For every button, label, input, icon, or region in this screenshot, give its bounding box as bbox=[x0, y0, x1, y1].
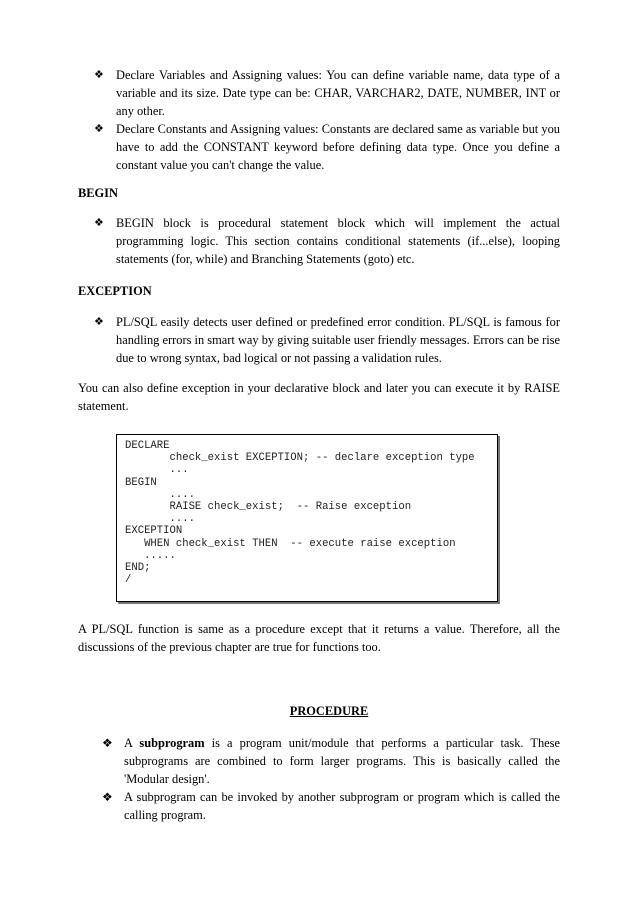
list-item: ❖ BEGIN block is procedural statement block which will implement the actual programming logic. This section contains conditional statements (if...else), looping statements (for, while) and Branching Statements (goto) etc. bbox=[94, 216, 560, 266]
code-sample: DECLARE check_exist EXCEPTION; -- declare exception type ... BEGIN .... RAISE check_exist; -- Raise exception .... EXCEPTION WHEN check_exist THEN -- execute raise exception ..... END; / bbox=[125, 440, 475, 587]
list-item: ❖ A subprogram is a program unit/module that performs a particular task. These subprograms are combined to form larger programs. This is basically called the 'Modular design'. bbox=[102, 736, 560, 786]
exception-heading: EXCEPTION bbox=[78, 284, 152, 298]
list-item: ❖ A subprogram can be invoked by another subprogram or program which is called the calling program. bbox=[102, 790, 560, 822]
diamond-bullet-icon: ❖ bbox=[102, 790, 113, 804]
subprogram-term: subprogram bbox=[139, 736, 205, 750]
list-item: ❖ PL/SQL easily detects user defined or predefined error condition. PL/SQL is famous for handling errors in smart way by giving suitable user friendly messages. Errors can be rise due to wrong syntax, bad logical or not passing a validation rules. bbox=[94, 315, 560, 365]
list-item: ❖ Declare Variables and Assigning values: You can define variable name, data type of a variable and its size. Date type can be: CHAR, VARCHAR2, DATE, NUMBER, INT or any other. bbox=[94, 68, 560, 118]
diamond-bullet-icon: ❖ bbox=[94, 316, 104, 328]
list-item: ❖ Declare Constants and Assigning values: Constants are declared same as variable but you have to add the CONSTANT keyword before defining data type. Once you define a constant value you can't change the value. bbox=[94, 122, 560, 172]
diamond-bullet-icon: ❖ bbox=[94, 123, 104, 135]
begin-heading: BEGIN bbox=[78, 186, 118, 200]
procedure-bullet-list bbox=[96, 734, 560, 824]
exception-bullet-list bbox=[78, 313, 560, 367]
diamond-bullet-icon: ❖ bbox=[102, 736, 113, 750]
diamond-bullet-icon: ❖ bbox=[94, 69, 104, 81]
declare-bullet-list bbox=[78, 66, 560, 174]
code-sample-box bbox=[116, 434, 498, 602]
function-paragraph: A PL/SQL function is same as a procedure except that it returns a value. Therefore, all the discussions of the previous chapter are true for functions too. bbox=[78, 622, 560, 654]
diamond-bullet-icon: ❖ bbox=[94, 217, 104, 229]
raise-paragraph: You can also define exception in your declarative block and later you can execute it by RAISE statement. bbox=[78, 381, 560, 413]
procedure-heading: PROCEDURE bbox=[289, 704, 369, 718]
begin-bullet-list bbox=[78, 214, 560, 268]
